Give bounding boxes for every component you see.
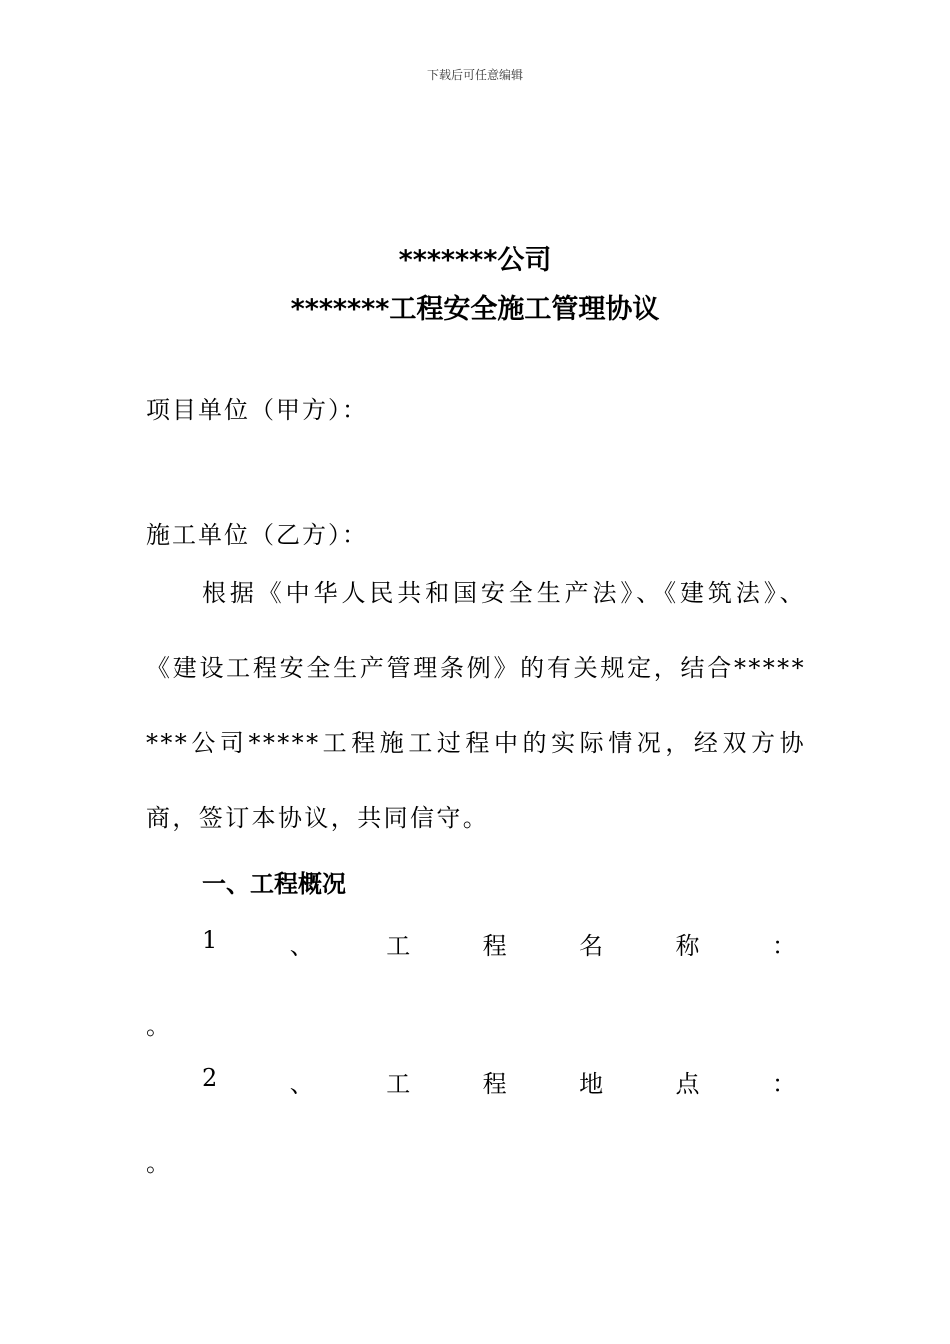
- project-name-row: [202, 926, 796, 961]
- project-location-row: [202, 1064, 796, 1099]
- project-name-part: 名: [579, 932, 604, 960]
- project-location-value: 。: [146, 1149, 170, 1177]
- document-title-company: *******公司: [398, 245, 552, 276]
- project-name-value: 。: [146, 1012, 170, 1040]
- document-title-agreement: *******工程安全施工管理协议: [290, 294, 660, 325]
- section-heading: 一、工程概况: [202, 870, 346, 898]
- header-note: 下载后可任意编辑: [426, 68, 523, 82]
- party-b-field: 施工单位（乙方）：: [146, 521, 368, 549]
- project-location-part: ：: [772, 1070, 796, 1098]
- project-name-part: 工: [386, 932, 411, 960]
- project-location-part: 、: [289, 1070, 314, 1098]
- project-name-part: 、: [289, 932, 314, 960]
- project-location-part: 点: [675, 1070, 700, 1098]
- project-location-part: 地: [579, 1070, 604, 1098]
- project-location-part: 2: [202, 1064, 218, 1092]
- party-a-field: 项目单位（甲方）：: [146, 396, 368, 424]
- project-name-part: ：: [772, 932, 796, 960]
- project-name-part: 称: [675, 932, 700, 960]
- project-name-part: 程: [482, 932, 507, 960]
- project-location-part: 程: [482, 1070, 507, 1098]
- project-location-part: 工: [386, 1070, 411, 1098]
- project-name-part: 1: [202, 926, 218, 954]
- intro-paragraph: 根据《中华人民共和国安全生产法》、《建筑法》、《建设工程安全生产管理条例》的有关规定，结合********公司*****工程施工过程中的实际情况，经双方协商，签订本协议，共同信守。: [146, 579, 806, 832]
